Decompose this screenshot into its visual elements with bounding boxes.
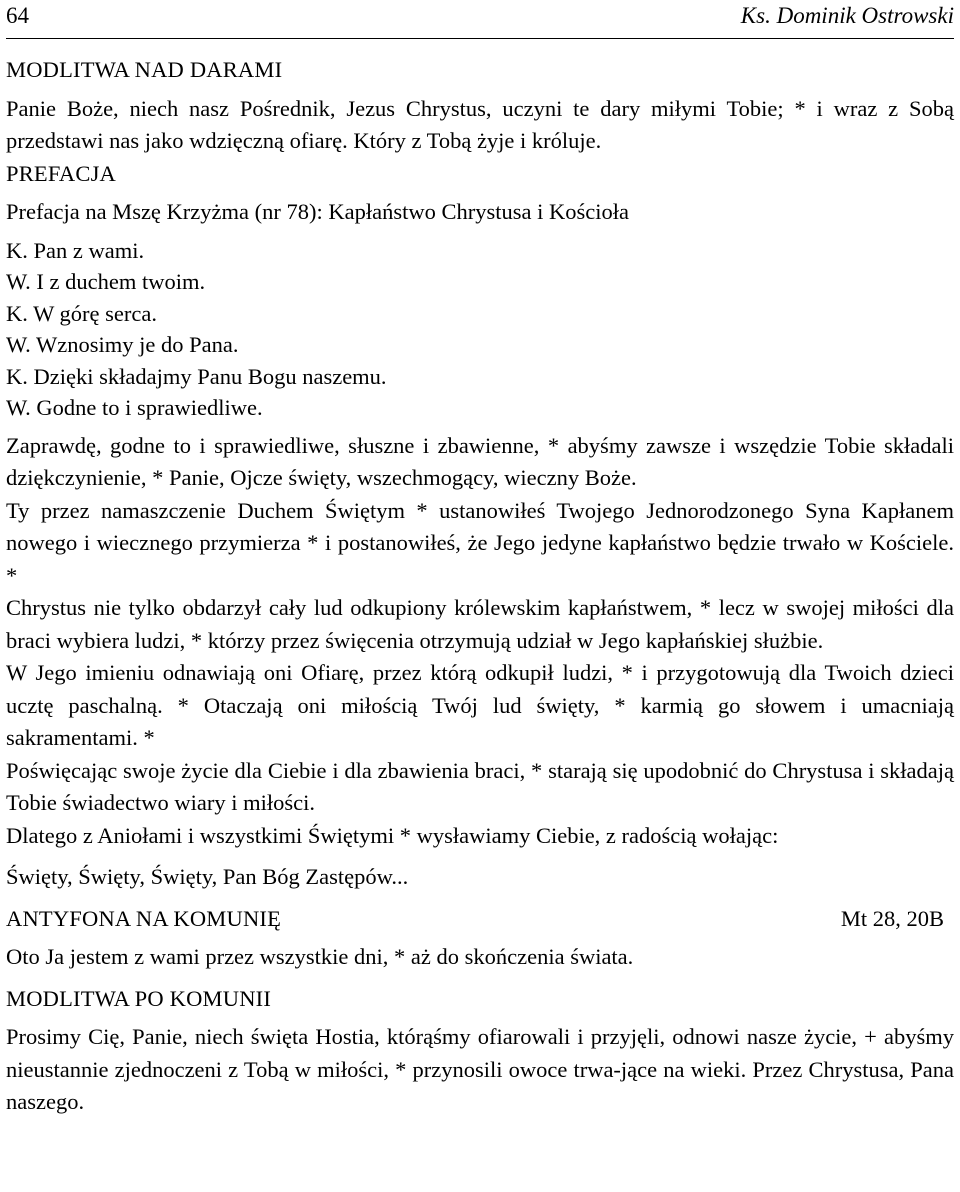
running-header (6, 0, 954, 35)
prayer-after-communion-section (6, 983, 954, 1119)
preface-section (6, 158, 954, 894)
header-rule (6, 38, 954, 39)
prayer-over-gifts-section (6, 54, 954, 158)
preface-paragraph: Zaprawdę, godne to i sprawiedliwe, słuszne i zbawienne, * abyśmy zawsze i wszędzie Tobie składali dziękczynienie, * Panie, Ojcze święty, wszechmogący, wieczny Boże. (6, 432, 954, 490)
page (6, 0, 954, 1114)
page-number: 64 (6, 3, 29, 28)
preface-title: Prefacja na Mszę Krzyżma (nr 78): Kapłaństwo Chrystusa i Kościoła (6, 199, 629, 224)
prayer-over-gifts-heading: MODLITWA NAD DARAMI (6, 57, 283, 82)
dialogue-line: W. Godne to i sprawiedliwe. (6, 395, 263, 420)
prayer-over-gifts-text: Panie Boże, niech nasz Pośrednik, Jezus Chrystus, uczyni te dary miłymi Tobie; * i wraz z Sobą przedstawi nas jako wdzięczną ofiarę. Który z Tobą żyje i króluje. (6, 95, 954, 153)
sanctus-line: Święty, Święty, Święty, Pan Bóg Zastępów... (6, 864, 409, 889)
preface-paragraph: Ty przez namaszczenie Duchem Świętym * ustanowiłeś Twojego Jednorodzonego Syna Kapłanem nowego i wiecznego przymierza * i postanowiłeś, że Jego jedyne kapłaństwo będzie trwało w Kościele. * (6, 497, 954, 588)
communion-antiphon-text: Oto Ja jestem z wami przez wszystkie dni, * aż do skończenia świata. (6, 944, 634, 969)
page-content (6, 54, 954, 1119)
dialogue-line: W. Wznosimy je do Pana. (6, 332, 239, 357)
dialogue-line: W. I z duchem twoim. (6, 269, 206, 294)
preface-heading: PREFACJA (6, 160, 116, 186)
preface-paragraph: W Jego imieniu odnawiają oni Ofiarę, przez którą odkupił ludzi, * i przygotowują dla Twoich dzieci ucztę paschalną. * Otaczają oni miłością Twój lud święty, * karmią go słowem i umacniają sakramentami. * (6, 660, 954, 750)
dialogue-line: K. W górę serca. (6, 300, 157, 326)
prayer-after-communion-heading: MODLITWA PO KOMUNII (6, 985, 272, 1011)
communion-antiphon-heading: ANTYFONA NA KOMUNIĘ (6, 905, 282, 931)
running-author: Ks. Dominik Ostrowski (740, 3, 954, 28)
preface-paragraph: Dlatego z Aniołami i wszystkimi Świętymi * wysławiamy Ciebie, z radością wołając: (6, 822, 779, 848)
preface-paragraph: Chrystus nie tylko obdarzył cały lud odkupiony królewskim kapłaństwem, * lecz w swojej miłości dla braci wybiera ludzi, * którzy przez święcenia otrzymują udział w Jego kapłańskiej służbie. (6, 595, 954, 653)
communion-antiphon-section (6, 903, 954, 974)
preface-paragraph: Poświęcając swoje życie dla Ciebie i dla zbawienia braci, * starają się upodobnić do Chrystusa i składają Tobie świadectwo wiary i miłości. (6, 757, 954, 815)
prayer-after-communion-text: Prosimy Cię, Panie, niech święta Hostia, którąśmy ofiarowali i przyjęli, odnowi nasze życie, + abyśmy nieustannie zjednoczeni z Tobą w miłości, * przynosili owoce trwa-jące na wieki. Przez Chrystusa, Pana naszego. (6, 1024, 954, 1114)
dialogue-line: K. Pan z wami. (6, 237, 145, 263)
dialogue-line: K. Dzięki składajmy Panu Bogu naszemu. (6, 363, 387, 389)
communion-antiphon-header (6, 903, 954, 936)
scripture-reference: Mt 28, 20B (840, 905, 944, 931)
preface-dialogue (6, 235, 954, 424)
